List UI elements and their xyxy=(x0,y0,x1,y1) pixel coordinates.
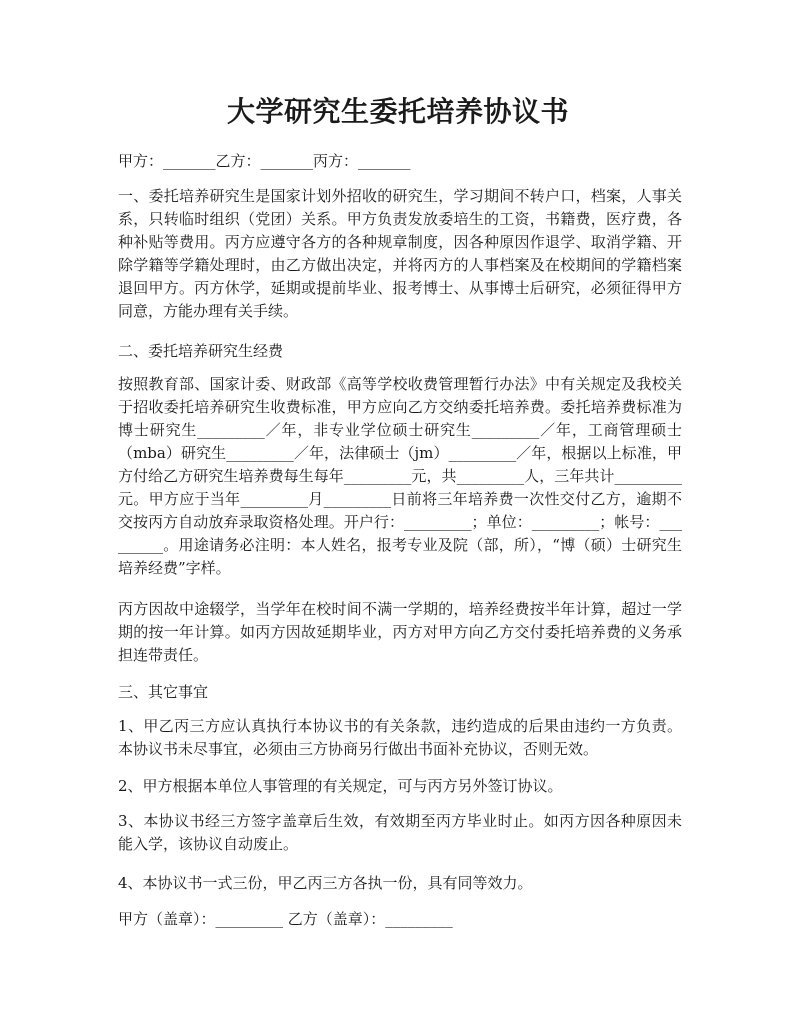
clause-1-paragraph: 一、委托培养研究生是国家计划外招收的研究生，学习期间不转户口，档案，人事关系，只转临时组织（党团）关系。甲方负责发放委培生的工资，书籍费，医疗费，各种补贴等费用。丙方应遵守各方的各种规章制度，因各种原因作退学、取消学籍、开除学籍等学籍处理时，由乙方做出决定，并将丙方的人事档案及在校期间的学籍档案退回甲方。丙方休学，延期或提前毕业、报考博士、从事博士后研究，必须征得甲方同意，方能办理有关手续。 xyxy=(118,187,682,320)
document-title: 大学研究生委托培养协议书 xyxy=(226,95,569,128)
clause-2-paragraph: 按照教育部、国家计委、财政部《高等学校收费管理暂行办法》中有关规定及我校关于招收委托培养研究生收费标准，甲方应向乙方交纳委托培养费。委托培养费标准为博士研究生_________／年，非专业学位硕士研究生_________／年，工商管理硕士（mba）研究生_________／年，法律硕士（jm）_________／年，根据以上标准，甲方付给乙方研究生培养费每生每年_________元，共_________人，三年共计_________元。甲方应于当年_________月_________日前将三年培养费一次性交付乙方，逾期不交按丙方自动放弃录取资格处理。开户行：_________；单位：_________；帐号：_________。用途请务必注明：本人姓名，报考专业及院（部，所），“博（硕）士研究生培养经费”字样。 xyxy=(118,375,682,577)
clause-2-heading: 二、委托培养研究生经费 xyxy=(118,342,284,360)
clause-2-supplement-paragraph: 丙方因故中途辍学，当学年在校时间不满一学期的，培养经费按半年计算，超过一学期的按一年计算。如丙方因故延期毕业，丙方对甲方向乙方交付委托培养费的义务承担连带责任。 xyxy=(118,600,682,664)
clause-3-item-4: 4、本协议书一式三份，甲乙丙三方各执一份，具有同等效力。 xyxy=(118,874,533,892)
clause-3-item-3: 3、本协议书经三方签字盖章后生效，有效期至丙方毕业时止。如丙方因各种原因未能入学，该协议自动废止。 xyxy=(118,812,682,853)
clause-3-heading: 三、其它事宜 xyxy=(118,683,209,701)
parties-line: 甲方：_______乙方：_______丙方：_______ xyxy=(118,152,411,170)
clause-3-item-1: 1、甲乙丙三方应认真执行本协议书的有关条款，违约造成的后果由违约一方负责。本协议书未尽事宜，必须由三方协商另行做出书面补充协议，否则无效。 xyxy=(118,717,682,758)
clause-3-item-2: 2、甲方根据本单位人事管理的有关规定，可与丙方另外签订协议。 xyxy=(118,777,563,795)
signature-line: 甲方（盖章）：_________ 乙方（盖章）：_________ xyxy=(118,910,453,928)
